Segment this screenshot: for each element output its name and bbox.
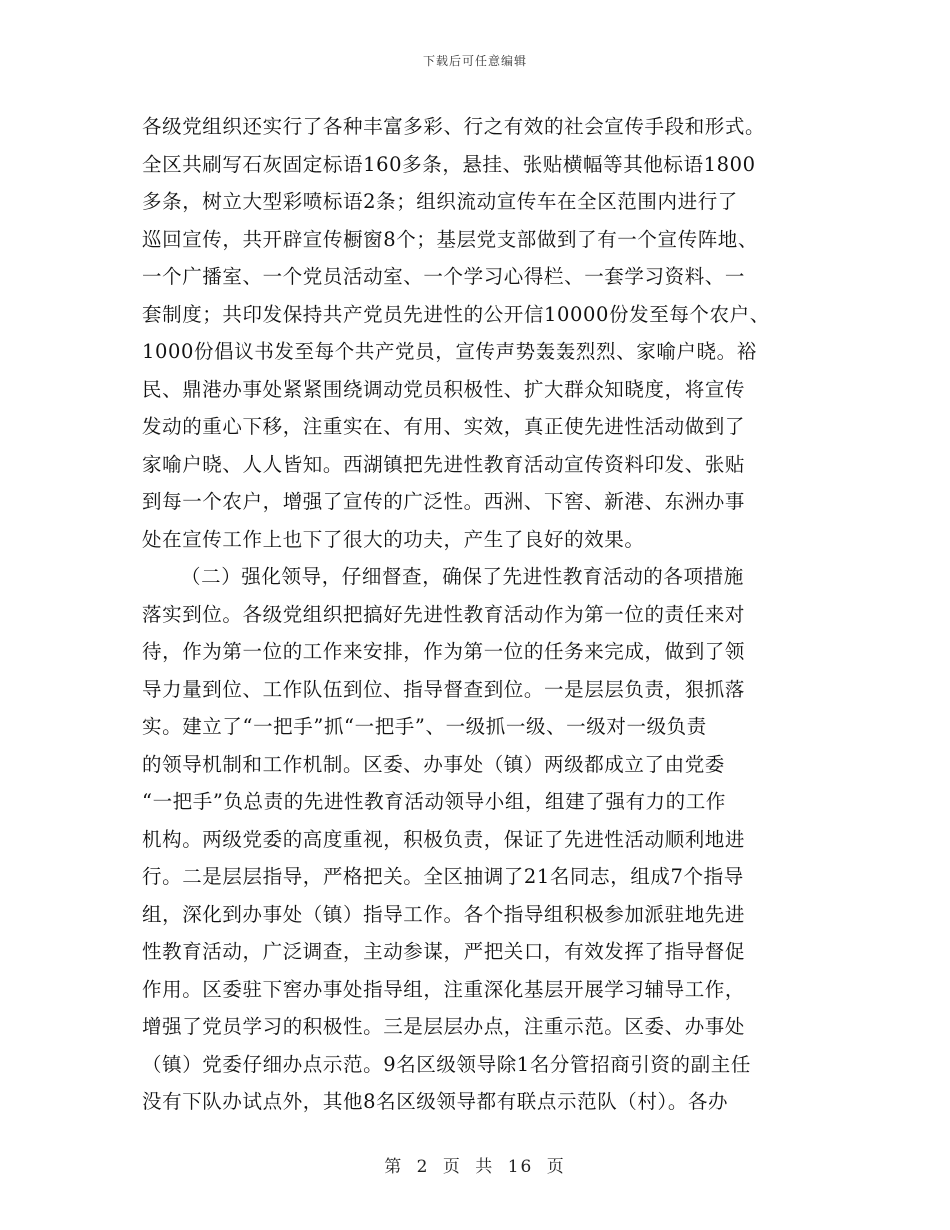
paragraph-heading-line: （二）强化领导，仔细督查，确保了先进性教育活动的各项措施 (181, 565, 744, 588)
text-line: （镇）党委仔细办点示范。9名区级领导除1名分管招商引资的副主任 (142, 1052, 751, 1076)
body-text (142, 108, 812, 1121)
text-line: 性教育活动，广泛调查，主动参谋，严把关口，有效发挥了指导督促 (142, 940, 746, 963)
text-line: 机构。两级党委的高度重视，积极负责，保证了先进性活动顺利地进 (142, 827, 746, 851)
text-line: 落实到位。各级党组织把搞好先进性教育活动作为第一位的责任来对 (142, 602, 746, 626)
text-line: 各级党组织还实行了各种丰富多彩、行之有效的社会宣传手段和形式。 (142, 115, 766, 138)
text-line: 作用。区委驻下窖办事处指导组，注重深化基层开展学习辅导工作， (142, 977, 746, 1001)
text-line: “一把手”负总责的先进性教育活动领导小组，组建了强有力的工作 (142, 790, 726, 813)
text-line: 行。二是层层指导，严格把关。全区抽调了21名同志，组成7个指导 (142, 865, 744, 888)
text-line: 的领导机制和工作机制。区委、办事处（镇）两级都成立了由党委 (142, 752, 725, 776)
text-line: 到每一个农户，增强了宣传的广泛性。西洲、下窖、新港、东洲办事 (142, 490, 746, 513)
text-line: 待，作为第一位的工作来安排，作为第一位的任务来完成，做到了领 (142, 640, 746, 663)
text-line: 实。建立了“一把手”抓“一把手”、一级抓一级、一级对一级负责 (142, 715, 707, 738)
text-line: 巡回宣传，共开辟宣传橱窗8个；基层党支部做到了有一个宣传阵地、 (142, 227, 759, 251)
text-line: 组，深化到办事处（镇）指导工作。各个指导组积极参加派驻地先进 (142, 902, 746, 926)
text-line: 导力量到位、工作队伍到位、指导督查到位。一是层层负责，狠抓落 (142, 677, 746, 701)
text-line: 民、鼎港办事处紧紧围绕调动党员积极性、扩大群众知晓度，将宣传 (142, 377, 746, 401)
text-line: 一个广播室、一个党员活动室、一个学习心得栏、一套学习资料、一 (142, 265, 746, 288)
text-line: 家喻户晓、人人皆知。西湖镇把先进性教育活动宣传资料印发、张贴 (142, 452, 746, 476)
text-line: 处在宣传工作上也下了很大的功夫，产生了良好的效果。 (142, 527, 645, 551)
page-footer: 第 2 页 共 16 页 (384, 1157, 566, 1177)
text-line: 全区共刷写石灰固定标语160多条，悬挂、张贴横幅等其他标语1800 (142, 152, 756, 176)
text-line: 没有下队办试点外，其他8名区级领导都有联点示范队（村）。各办 (142, 1090, 729, 1113)
text-line: 多条，树立大型彩喷标语2条；组织流动宣传车在全区范围内进行了 (142, 190, 738, 213)
text-line: 增强了党员学习的积极性。三是层层办点，注重示范。区委、办事处 (142, 1015, 746, 1038)
text-line: 套制度；共印发保持共产党员先进性的公开信10000份发至每个农户、 (142, 302, 770, 326)
text-line: 发动的重心下移，注重实在、有用、实效，真正使先进性活动做到了 (142, 415, 746, 438)
text-line: 1000份倡议书发至每个共产党员，宣传声势轰轰烈烈、家喻户晓。裕 (142, 340, 757, 363)
page-header: 下载后可任意编辑 (422, 54, 527, 68)
